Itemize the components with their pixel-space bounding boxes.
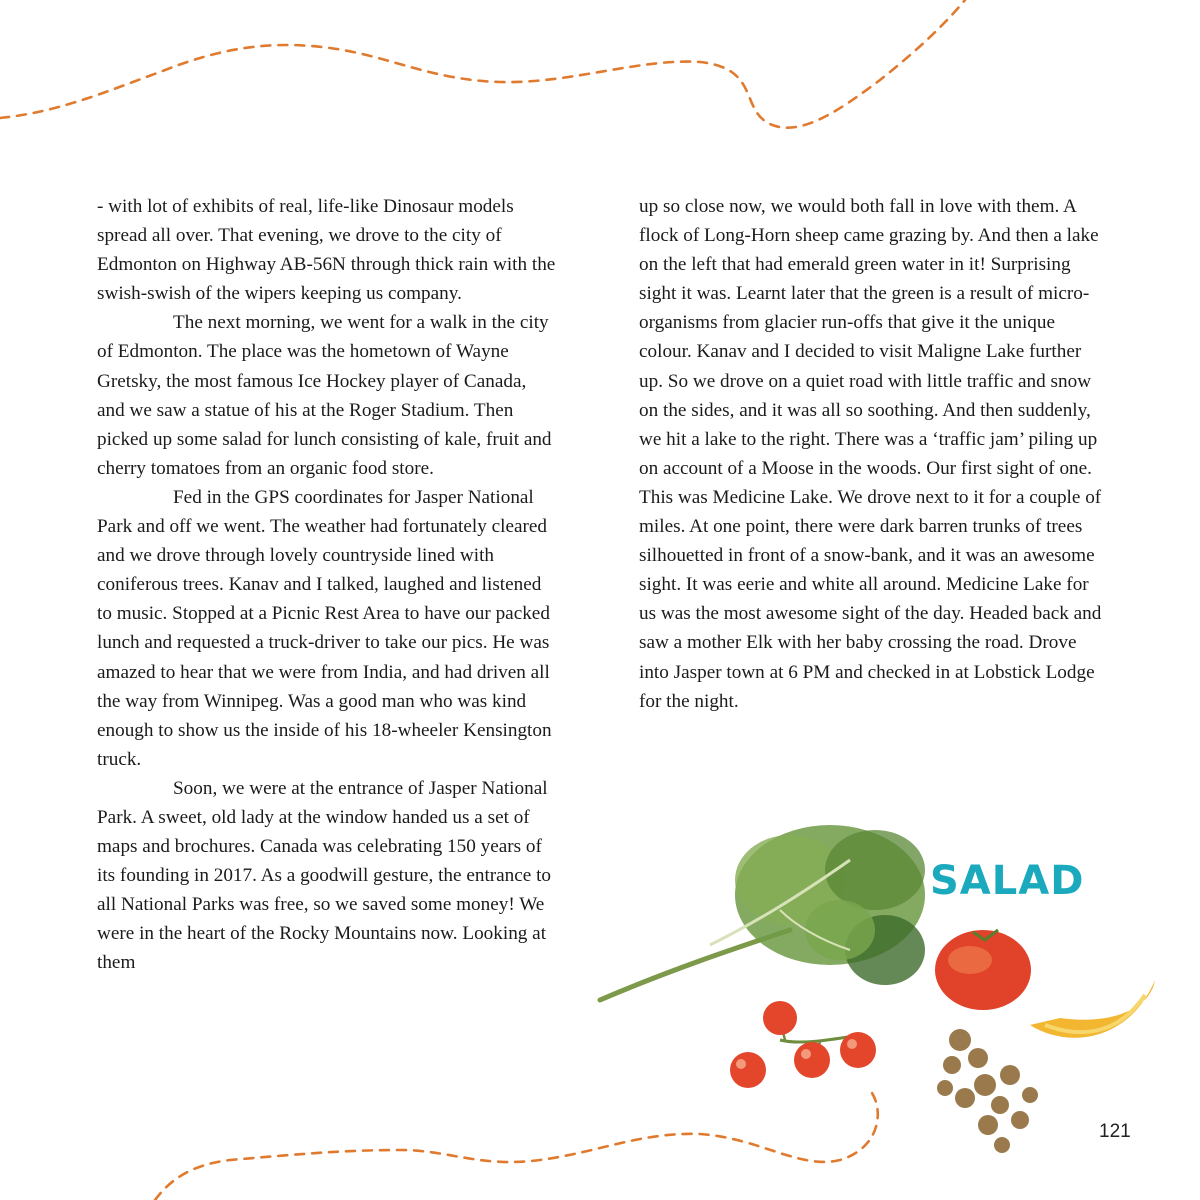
salad-illustration xyxy=(590,800,1190,1170)
banana-slice xyxy=(1030,980,1155,1038)
left-paragraph-1: - with lot of exhibits of real, life-like Dinosaur models spread all over. That evening, we drove to the city of Edmonton on Highway AB-56N through thick rain with the swish-swish of the wipers keeping us company. xyxy=(97,196,556,305)
red-tomato xyxy=(935,930,1031,1010)
right-text-column xyxy=(639,192,1104,716)
right-paragraph-1: up so close now, we would both fall in love with them. A flock of Long-Horn sheep came grazing by. And then a lake on the left that had emerald green water in it! Surprising sight it was. Learnt later that the green is a result of micro-organisms from glacier run-offs that give it the unique colour. Kanav and I decided to visit Maligne Lake further up. So we drove on a quiet road with little traffic and snow on the sides, and it was all so soothing. And then suddenly, we hit a lake to the right. There was a ‘traffic jam’ piling up on account of a Moose in the woods. Our first sight of one. This was Medicine Lake. We drove next to it for a couple of miles. At one point, there were dark barren trunks of trees silhouetted in front of a snow-bank, and it was an awesome sight. It was eerie and white all around. Medicine Lake for us was the most awesome sight of the day. Headed back and saw a mother Elk with her baby crossing the road. Drove into Jasper town at 6 PM and checked in at Lobstick Lodge for the night. xyxy=(639,196,1102,712)
cherry-tomatoes xyxy=(730,1001,876,1088)
page-number: 121 xyxy=(1099,1121,1131,1142)
left-paragraph-2: The next morning, we went for a walk in the city of Edmonton. The place was the hometown of Wayne Gretsky, the most famous Ice Hockey player of Canada, and we saw a statue of his at the Roger Stadium. Then picked up some salad for lunch consisting of kale, fruit and cherry tomatoes from an organic food store. xyxy=(97,312,552,479)
grain-cluster xyxy=(937,1029,1038,1153)
salad-label: SALAD xyxy=(930,858,1085,904)
top-dashed-curve xyxy=(0,0,965,128)
kale-leaf xyxy=(710,825,925,985)
left-paragraph-4: Soon, we were at the entrance of Jasper National Park. A sweet, old lady at the window handed us a set of maps and brochures. Canada was celebrating 150 years of its founding in 2017. As a goodwill gesture, the entrance to all National Parks was free, so we saved some money! We were in the heart of the Rocky Mountains now. Looking at them xyxy=(97,777,552,974)
left-paragraph-3: Fed in the GPS coordinates for Jasper National Park and off we went. The weather had fortunately cleared and we drove through lovely countryside lined with coniferous trees. Kanav and I talked, laughed and listened to music. Stopped at a Picnic Rest Area to have our packed lunch and requested a truck-driver to take our pics. He was amazed to hear that we were from India, and had driven all the way from Winnipeg. Was a good man who was kind enough to show us the inside of his 18-wheeler Kensington truck. xyxy=(97,486,552,770)
left-text-column xyxy=(97,192,557,978)
